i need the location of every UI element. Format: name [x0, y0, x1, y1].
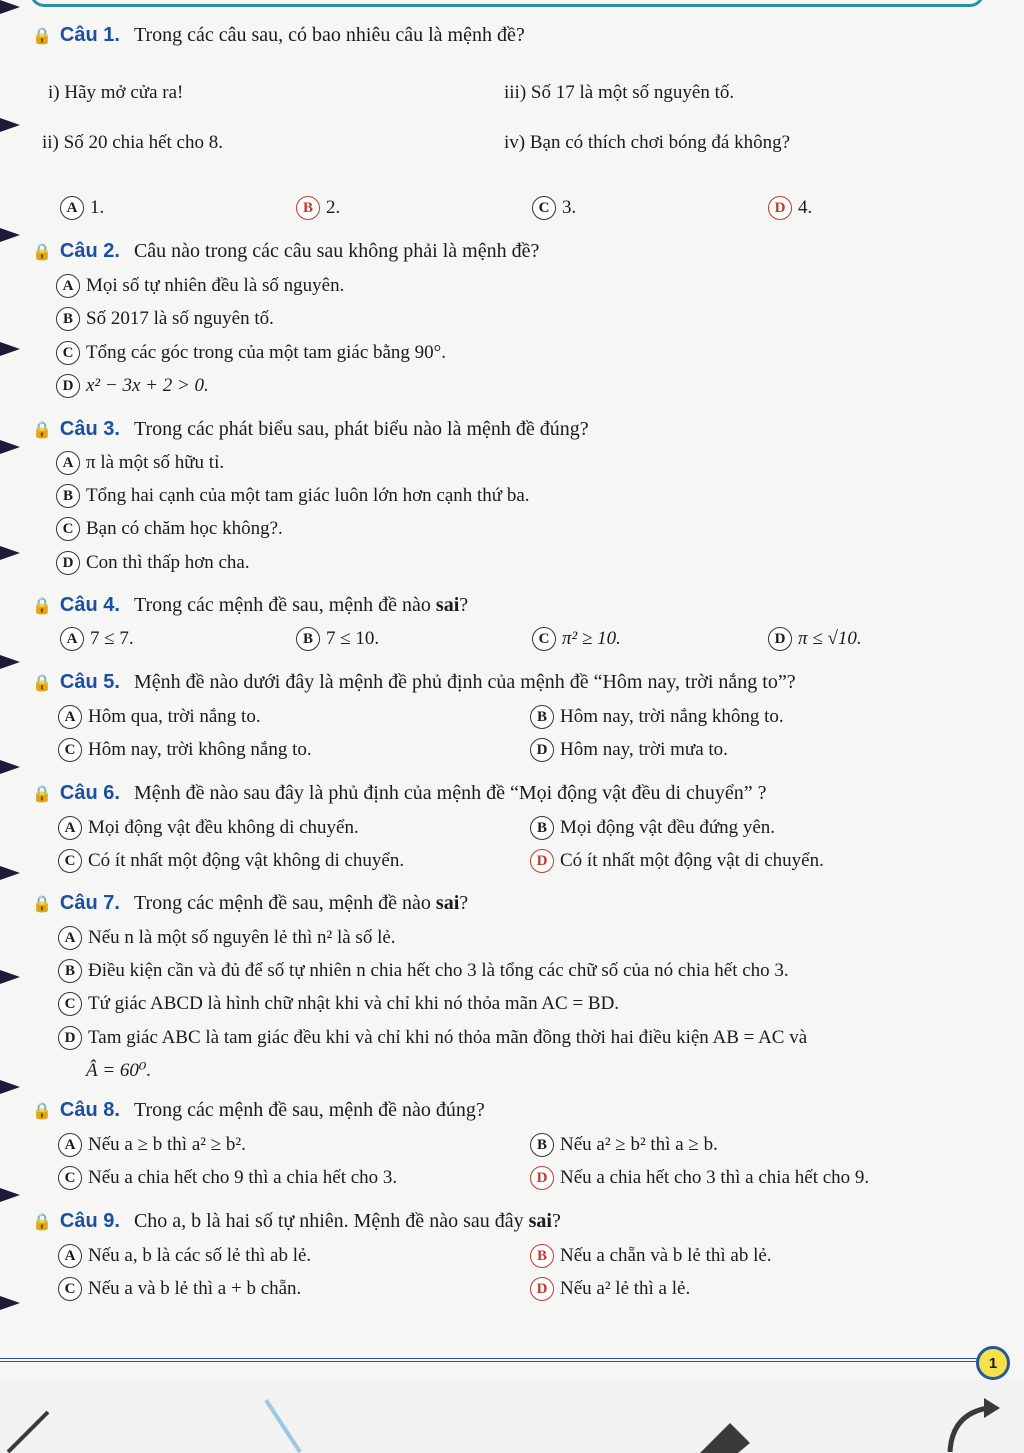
option-c[interactable] [58, 992, 619, 1016]
option-letter: A [58, 816, 82, 840]
question-text [134, 1210, 561, 1233]
option-text: Nếu a, b là các số lẻ thì ab lẻ. [88, 1245, 312, 1266]
option-text: 7 ≤ 10. [326, 628, 380, 649]
option-letter: D [530, 849, 554, 873]
option-d[interactable] [530, 1166, 869, 1190]
option-c[interactable] [58, 849, 404, 873]
option-a[interactable] [56, 451, 224, 475]
question-label: Câu 2. [59, 240, 120, 262]
question-text: Câu nào trong các câu sau không phải là mệnh đề? [133, 240, 540, 262]
question-text [134, 892, 468, 915]
question-text [134, 594, 468, 617]
option-b[interactable] [530, 1244, 772, 1268]
option-d[interactable] [768, 196, 812, 220]
option-d-continuation: Â = 60⁰. [86, 1060, 152, 1081]
option-letter: B [530, 1133, 554, 1157]
option-letter: B [530, 816, 554, 840]
statement-ii: ii) Số 20 chia hết cho 8. [42, 132, 223, 153]
eraser-icon[interactable] [690, 1398, 760, 1453]
question-text-main: Trong các mệnh đề sau, mệnh đề nào [133, 892, 431, 914]
question-5-header [32, 671, 796, 694]
option-text: Tam giác ABC là tam giác đều khi và chỉ khi nó thỏa mãn đồng thời hai điều kiện AB = AC và [88, 1027, 808, 1048]
question-text-main: Cho a, b là hai số tự nhiên. Mệnh đề nào sau đây [133, 1210, 524, 1232]
option-text: Nếu a² lẻ thì a lẻ. [560, 1278, 691, 1299]
option-letter: B [56, 484, 80, 508]
question-1-header [32, 24, 525, 47]
option-c[interactable] [58, 1277, 301, 1301]
option-c[interactable] [532, 196, 576, 220]
option-text: 3. [562, 197, 577, 218]
question-label: Câu 8. [59, 1099, 120, 1121]
statement-iv: iv) Bạn có thích chơi bóng đá không? [504, 132, 791, 153]
option-text: Mọi động vật đều không di chuyển. [88, 817, 359, 838]
question-3-header [32, 418, 589, 441]
option-text: Hôm nay, trời không nắng to. [88, 739, 312, 760]
option-letter: D [56, 551, 80, 575]
option-text: Hôm qua, trời nắng to. [88, 706, 261, 727]
option-text: Có ít nhất một động vật di chuyển. [560, 850, 824, 871]
question-mark: ? [551, 1210, 561, 1232]
option-d[interactable] [56, 551, 250, 575]
option-letter: C [532, 196, 556, 220]
option-a[interactable] [58, 1133, 246, 1157]
option-letter: D [768, 196, 792, 220]
option-a[interactable] [58, 926, 396, 950]
lock-icon: 🔒 [32, 673, 52, 692]
option-d[interactable] [56, 374, 209, 398]
option-d[interactable] [530, 738, 728, 762]
option-b[interactable] [58, 959, 789, 983]
statement-i: i) Hãy mở cửa ra! [48, 82, 184, 103]
question-text: Mệnh đề nào sau đây là phủ định của mệnh đề “Mọi động vật đều di chuyển” ? [133, 782, 767, 804]
emphasis: sai [435, 594, 460, 616]
option-text: π ≤ √10. [798, 628, 862, 649]
option-letter: D [56, 374, 80, 398]
option-letter: A [56, 451, 80, 475]
lock-icon: 🔒 [32, 1101, 52, 1120]
lock-icon: 🔒 [32, 894, 52, 913]
question-8-header [32, 1099, 485, 1122]
option-b[interactable] [530, 816, 775, 840]
highlighter-icon[interactable] [260, 1392, 320, 1453]
option-letter: A [58, 1133, 82, 1157]
option-d[interactable] [768, 627, 862, 651]
option-letter: B [296, 196, 320, 220]
emphasis: sai [528, 1210, 552, 1232]
question-4-header [32, 594, 468, 617]
option-letter: B [56, 307, 80, 331]
option-letter: D [530, 738, 554, 762]
question-text: Trong các câu sau, có bao nhiêu câu là mệnh đề? [133, 24, 525, 46]
lock-icon: 🔒 [32, 1212, 52, 1231]
question-mark: ? [459, 892, 469, 914]
option-a[interactable] [58, 816, 359, 840]
option-b[interactable] [56, 484, 530, 508]
question-6-header [32, 782, 767, 805]
option-letter: D [530, 1277, 554, 1301]
option-letter: D [58, 1026, 82, 1050]
option-b[interactable] [530, 705, 784, 729]
option-letter: A [60, 627, 84, 651]
question-label: Câu 3. [59, 418, 120, 440]
question-9-header [32, 1210, 561, 1233]
option-d[interactable] [530, 849, 824, 873]
question-text: Mệnh đề nào dưới đây là mệnh đề phủ định của mệnh đề “Hôm nay, trời nắng to”? [133, 671, 796, 693]
option-text: Mọi số tự nhiên đều là số nguyên. [86, 275, 345, 296]
option-letter: D [530, 1166, 554, 1190]
option-a[interactable] [58, 1244, 311, 1268]
option-text: Số 2017 là số nguyên tố. [86, 308, 274, 329]
option-c[interactable] [56, 341, 446, 365]
option-letter: C [56, 341, 80, 365]
option-text: π² ≥ 10. [562, 628, 621, 649]
option-letter: A [56, 274, 80, 298]
option-text: Tứ giác ABCD là hình chữ nhật khi và chỉ khi nó thỏa mãn AC = BD. [88, 993, 620, 1014]
option-text: Nếu a² ≥ b² thì a ≥ b. [560, 1134, 718, 1155]
question-text: Trong các mệnh đề sau, mệnh đề nào đúng? [133, 1099, 485, 1121]
option-text: Điều kiện cần và đủ để số tự nhiên n chia hết cho 3 là tổng các chữ số của nó chia hết cho 3. [88, 960, 789, 981]
option-a[interactable] [60, 627, 134, 651]
option-text: 2. [326, 197, 341, 218]
option-letter: A [58, 926, 82, 950]
option-text: 1. [90, 197, 105, 218]
option-a[interactable] [58, 705, 261, 729]
option-letter: C [58, 992, 82, 1016]
question-label: Câu 7. [59, 892, 120, 914]
option-text: Nếu a ≥ b thì a² ≥ b². [88, 1134, 246, 1155]
lock-icon: 🔒 [32, 784, 52, 803]
option-text: Hôm nay, trời mưa to. [560, 739, 728, 760]
option-text: Nếu n là một số nguyên lẻ thì n² là số lẻ. [88, 927, 396, 948]
emphasis: sai [435, 892, 460, 914]
option-b[interactable] [296, 627, 379, 651]
question-text-main: Trong các mệnh đề sau, mệnh đề nào [133, 594, 431, 616]
option-text: 7 ≤ 7. [90, 628, 134, 649]
option-d[interactable] [530, 1277, 690, 1301]
option-letter: C [58, 849, 82, 873]
option-text: x² − 3x + 2 > 0. [86, 375, 209, 396]
option-letter: C [58, 738, 82, 762]
option-text: Nếu a chia hết cho 9 thì a chia hết cho 3. [88, 1167, 398, 1188]
lock-icon: 🔒 [32, 242, 52, 261]
option-text: Hôm nay, trời nắng không to. [560, 706, 784, 727]
question-7-header [32, 892, 468, 915]
option-letter: C [532, 627, 556, 651]
option-letter: B [296, 627, 320, 651]
option-letter: A [60, 196, 84, 220]
option-letter: C [58, 1277, 82, 1301]
option-letter: D [768, 627, 792, 651]
option-a[interactable] [56, 274, 344, 298]
question-label: Câu 6. [59, 782, 120, 804]
pen-icon[interactable] [0, 1390, 70, 1453]
option-text: Nếu a chẵn và b lẻ thì ab lẻ. [560, 1245, 772, 1266]
question-label: Câu 5. [59, 671, 120, 693]
option-c[interactable] [58, 1166, 397, 1190]
statement-iii: iii) Số 17 là một số nguyên tố. [504, 82, 735, 103]
option-text: Mọi động vật đều đứng yên. [560, 817, 776, 838]
question-2-header [32, 240, 539, 263]
option-letter: C [56, 517, 80, 541]
option-d[interactable] [58, 1026, 807, 1050]
option-text: Con thì thấp hơn cha. [86, 552, 250, 573]
toolbar-strip [0, 1380, 1024, 1453]
option-text: Tổng các góc trong của một tam giác bằng 90°. [86, 342, 447, 363]
option-text: π là một số hữu tỉ. [86, 452, 225, 473]
question-mark: ? [459, 594, 469, 616]
option-text: 4. [798, 197, 813, 218]
option-c[interactable] [56, 517, 283, 541]
option-text: Tổng hai cạnh của một tam giác luôn lớn hơn cạnh thứ ba. [86, 485, 530, 506]
option-text: Nếu a chia hết cho 3 thì a chia hết cho 9. [560, 1167, 870, 1188]
lock-icon: 🔒 [32, 420, 52, 439]
option-letter: A [58, 705, 82, 729]
option-letter: B [530, 1244, 554, 1268]
option-text: Bạn có chăm học không?. [86, 518, 283, 539]
option-c[interactable] [532, 627, 621, 651]
redo-icon[interactable] [940, 1394, 1010, 1453]
option-letter: B [530, 705, 554, 729]
page-number: 1 [976, 1346, 1010, 1380]
option-b[interactable] [56, 307, 274, 331]
option-text: Có ít nhất một động vật không di chuyển. [88, 850, 405, 871]
option-text: Nếu a và b lẻ thì a + b chẵn. [88, 1278, 302, 1299]
option-b[interactable] [530, 1133, 718, 1157]
lock-icon: 🔒 [32, 26, 52, 45]
option-a[interactable] [60, 196, 104, 220]
option-letter: A [58, 1244, 82, 1268]
lock-icon: 🔒 [32, 596, 52, 615]
option-letter: B [58, 959, 82, 983]
question-label: Câu 1. [59, 24, 120, 46]
question-label: Câu 4. [59, 594, 120, 616]
option-c[interactable] [58, 738, 312, 762]
question-text: Trong các phát biểu sau, phát biểu nào là mệnh đề đúng? [133, 418, 589, 440]
question-label: Câu 9. [59, 1210, 120, 1232]
option-b[interactable] [296, 196, 340, 220]
footer-rule [0, 1358, 984, 1362]
option-letter: C [58, 1166, 82, 1190]
